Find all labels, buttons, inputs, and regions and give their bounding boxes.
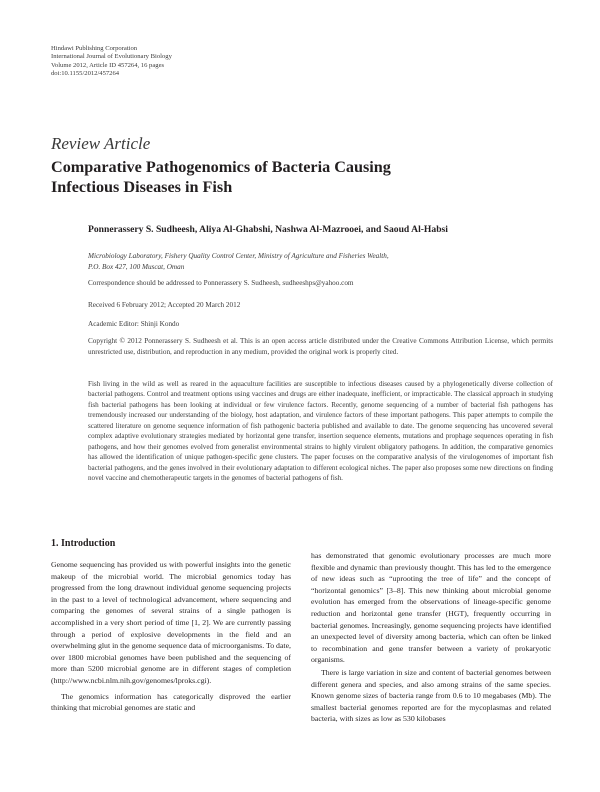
journal-line: International Journal of Evolutionary Biology	[51, 53, 172, 61]
paragraph: There is large variation in size and content of bacterial genomes between different genera and species, and also among strains of the same species. Known genome sizes of bacteria range from 0.6 to 10 megabases (Mb). The smallest bacterial genomes reported are for the mycoplasmas and related bacteria, with sizes as low as 530 kilobases	[311, 667, 551, 724]
abstract: Fish living in the wild as well as reared in the aquaculture facilities are susceptible to infectious diseases caused by a phylogenetically diverse collection of bacterial pathogens. Control and treatment options using vaccines and drugs are either inadequate, inefficient, or impracticable. The classical approach in studying fish bacterial pathogens has been looking at individual or few virulence factors. Recently, genome sequencing of a number of bacterial fish pathogens has tremendously increased our understanding of the biology, host adaptation, and virulence factors of these important pathogens. This paper attempts to compile the scattered literature on genome sequence information of fish pathogenic bacteria published and available to date. The genome sequencing has uncovered several complex adaptive evolutionary strategies mediated by horizontal gene transfer, insertion sequence elements, mutations and prophage sequences operating in fish pathogens, and how their genomes evolved from generalist environmental strains to highly virulent obligatory pathogens. In addition, the comparative genomics has allowed the identification of unique pathogen-specific gene clusters. The paper focuses on the comparative analysis of the virulogenomes of important fish bacterial pathogens, and the genes involved in their evolutionary adaptation to different ecological niches. The paper also proposes some new directions on finding novel vaccine and chemotherapeutic targets in the genomes of bacterial pathogens of fish.	[88, 380, 553, 483]
affiliation-line: Microbiology Laboratory, Fishery Quality Control Center, Ministry of Agriculture and Fisheries Wealth,	[88, 252, 389, 260]
correspondence: Correspondence should be addressed to Ponnerassery S. Sudheesh, sudheeshps@yahoo.com	[88, 279, 354, 287]
paragraph: Genome sequencing has provided us with powerful insights into the genetic makeup of the microbial world. The microbial genomics today has progressed from the long drawnout individual genome sequencing projects in the past to a level of technological advancement, where sequencing and comparing the genomes of several strains of a single pathogen is accomplished in a very short period of time [1, 2]. We are currently passing through a period of explosive developments in the field and an overwhelming glut in the genome sequence data of microorganisms. To date, over 1800 microbial genomes have been published and the sequencing of more than 5200 microbial genome are in different stages of completion (http://www.ncbi.nlm.nih.gov/genomes/lproks.cgi).	[51, 560, 291, 685]
title-line: Comparative Pathogenomics of Bacteria Causing	[51, 158, 391, 176]
academic-editor: Academic Editor: Shinji Kondo	[88, 320, 180, 328]
doi-line[interactable]: doi:10.1155/2012/457264	[51, 70, 120, 78]
copyright-notice: Copyright © 2012 Ponnerassery S. Sudheesh et al. This is an open access article distributed under the Creative Commons Attribution License, which permits unrestricted use, distribution, and reproduction in any medium, provided the original work is properly cited.	[88, 337, 553, 356]
paper-title	[51, 157, 551, 197]
body-column-right	[311, 550, 551, 725]
body-column-left	[51, 538, 291, 714]
section-heading: 1. Introduction	[51, 538, 116, 549]
article-type: Review Article	[51, 134, 151, 153]
author-list: Ponnerassery S. Sudheesh, Aliya Al-Ghabshi, Nashwa Al-Mazrooei, and Saoud Al-Habsi	[88, 224, 448, 235]
affiliation	[88, 251, 553, 273]
paragraph: has demonstrated that genomic evolutionary processes are much more flexible and dynamic than previously thought. This has led to the emergence of new ideas such as “uprooting the tree of life” and the concept of “horizontal genomics” [3–8]. This new thinking about microbial genome evolution has emerged from the observations of lineage-specific genome reduction and horizontal gene transfer (HGT), frequently occurring in bacterial genomes. Increasingly, genome sequencing projects have identified an unexpected level of diversity among bacteria, which can often be linked to recombination and gene transfer between a variety of prokaryotic organisms.	[311, 551, 551, 665]
publisher-line: Hindawi Publishing Corporation	[51, 45, 138, 52]
affiliation-line: P.O. Box 427, 100 Muscat, Oman	[88, 263, 185, 271]
received-accepted-dates: Received 6 February 2012; Accepted 20 March 2012	[88, 301, 241, 309]
journal-header	[51, 45, 351, 79]
paragraph: The genomics information has categorically disproved the earlier thinking that microbial genomes are static and	[51, 691, 291, 713]
volume-line: Volume 2012, Article ID 457264, 16 pages	[51, 61, 165, 69]
title-line: Infectious Diseases in Fish	[51, 178, 233, 196]
